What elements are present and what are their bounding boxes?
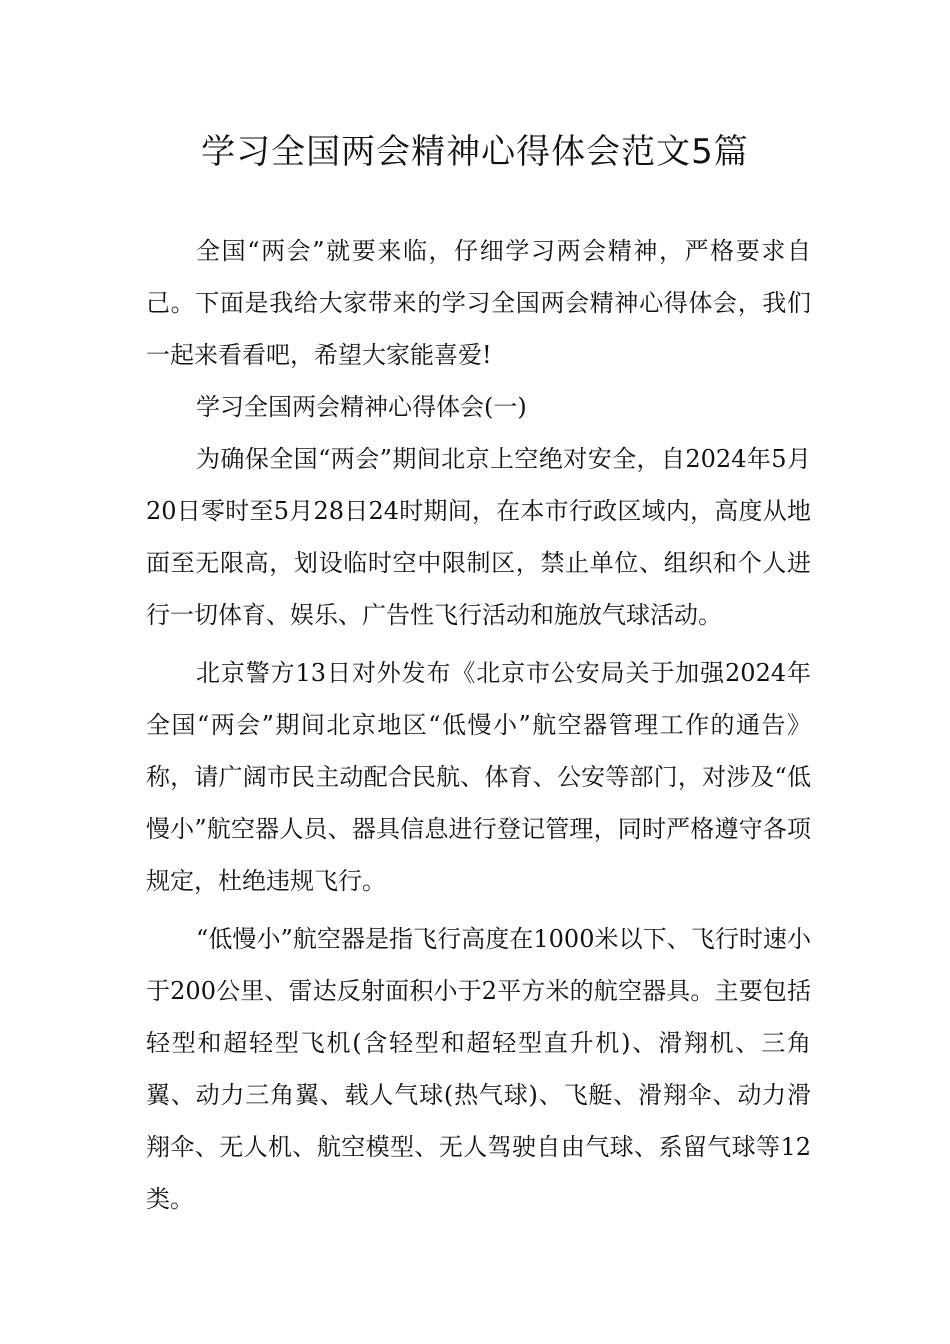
document-title: 学习全国两会精神心得体会范文5篇 (201, 132, 749, 172)
section-heading: 学习全国两会精神心得体会(一) (196, 393, 527, 421)
intro-paragraph: 全国“两会”就要来临，仔细学习两会精神，严格要求自己。下面是我给大家带来的学习全国两会精神心得体会，我们一起来看看吧，希望大家能喜爱! (146, 237, 811, 369)
body-paragraph: 北京警方13日对外发布《北京市公安局关于加强2024年全国“两会”期间北京地区“低慢小”航空器管理工作的通告》称，请广阔市民主动配合民航、体育、公安等部门，对涉及“低慢小”航空器人员、器具信息进行登记管理，同时严格遵守各项规定，杜绝违规飞行。 (146, 659, 811, 895)
document-body (146, 225, 811, 1225)
body-paragraph: 为确保全国“两会”期间北京上空绝对安全，自2024年5月20日零时至5月28日24时期间，在本市行政区域内，高度从地面至无限高，划设临时空中限制区，禁止单位、组织和个人进行一切体育、娱乐、广告性飞行活动和施放气球活动。 (146, 445, 811, 629)
body-paragraph: “低慢小”航空器是指飞行高度在1000米以下、飞行时速小于200公里、雷达反射面积小于2平方米的航空器具。主要包括轻型和超轻型飞机(含轻型和超轻型直升机)、滑翔机、三角翼、动力三角翼、载人气球(热气球)、飞艇、滑翔伞、动力滑翔伞、无人机、航空模型、无人驾驶自由气球、系留气球等12类。 (146, 925, 811, 1213)
